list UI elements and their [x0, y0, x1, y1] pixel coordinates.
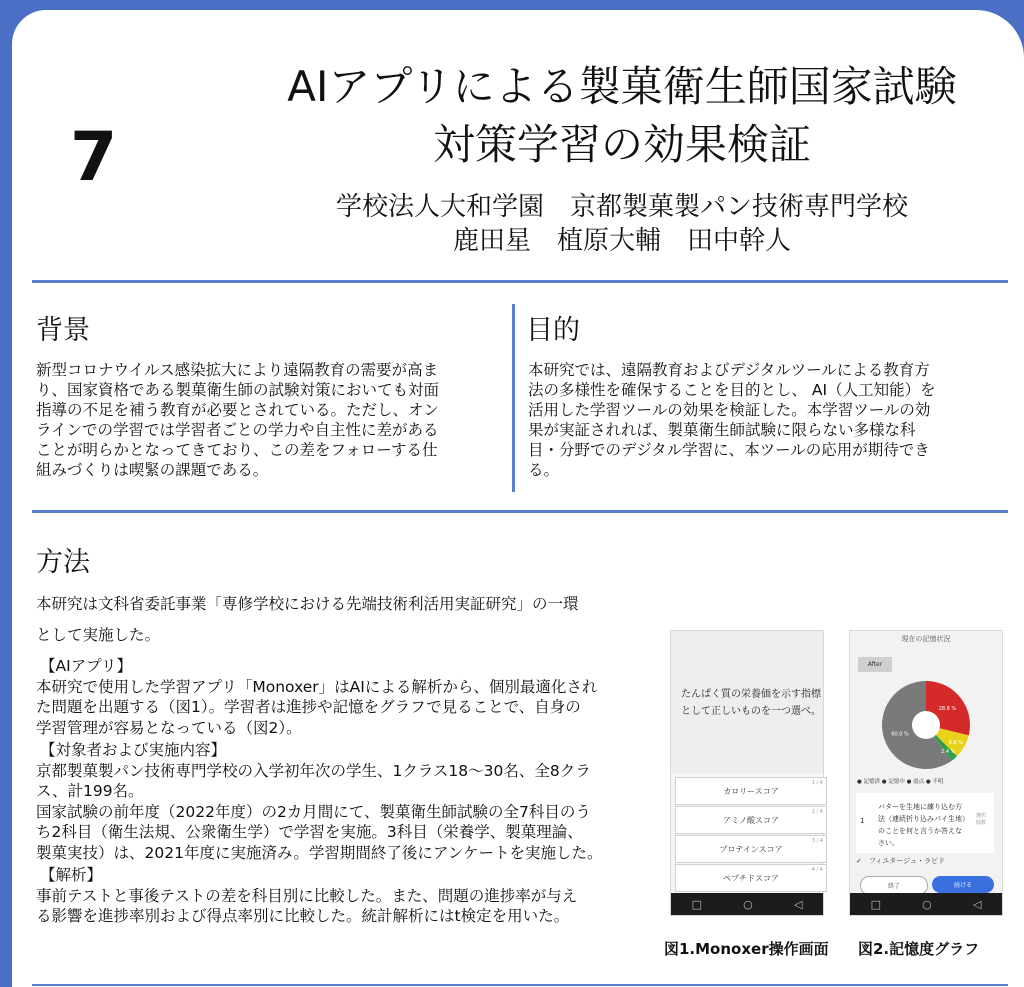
title-line-2: 対策学習の効果検証 — [432, 120, 811, 169]
method-intro-line-2: として実施した。 — [36, 626, 161, 644]
poster-title — [182, 58, 1024, 174]
figure1-screenshot — [670, 630, 824, 916]
answer-option-index: 1 / 4 — [811, 780, 823, 786]
question-meta: 選択肢数 — [976, 813, 987, 826]
answer-option[interactable] — [675, 864, 827, 892]
question-card[interactable] — [856, 793, 994, 853]
target-line: 国家試験の前年度（2022年度）の2カ月間にて、製菓衛生師試験の全7科目のう — [36, 802, 591, 821]
answer-option-label: アミノ酸スコア — [723, 815, 779, 825]
answer-option-label: プロテインスコア — [719, 844, 783, 854]
answer-option[interactable] — [675, 835, 827, 863]
pie-legend: ● 記憶済 ● 記憶中 ● 弱点 ● 不明 — [857, 779, 944, 785]
recent-apps-icon[interactable]: □ — [691, 897, 702, 911]
question-area — [671, 631, 823, 773]
pie-slice-label: 8.8 % — [948, 739, 964, 746]
answer-option[interactable] — [675, 806, 827, 834]
target-heading: 【対象者および実施内容】 — [40, 741, 227, 759]
method-intro-line-1: 本研究は文科省委託事業「専修学校における先端技術利活用実証研究」の一環 — [36, 595, 579, 613]
background-line: ラインでの学習では学習者ごとの学力や自主性に差がある — [36, 421, 439, 439]
background-line: 新型コロナウイルス感染拡大により遠隔教育の需要が高ま — [36, 361, 439, 379]
target-line: ス、計199名。 — [36, 782, 144, 800]
target-line: 京都製菓製パン技術専門学校の入学初年次の学生、1クラス18〜30名、全8クラ — [36, 761, 591, 780]
end-button[interactable]: 終了 — [860, 876, 928, 895]
memory-pie-chart — [850, 675, 1002, 775]
analysis-line: る影響を進捗率別および得点率別に比較した。統計解析にはt検定を用いた。 — [36, 907, 570, 925]
purpose-line: 目・分野でのデジタル学習に、本ツールの応用が期待でき — [528, 441, 930, 459]
background-line: 指導の不足を補う教育が必要とされている。ただし、オン — [36, 401, 440, 419]
answer-option-label: カロリースコア — [723, 786, 779, 796]
answer-option-index: 2 / 4 — [811, 809, 823, 815]
divider-vertical — [512, 304, 515, 492]
memory-status-title: 現在の記憶状況 — [901, 635, 951, 643]
answer-option-index: 4 / 4 — [811, 867, 823, 873]
home-icon[interactable]: ○ — [922, 897, 932, 911]
question-number: 1 — [860, 817, 865, 825]
answer-text: ✓ フィユタージュ・ラピド — [856, 857, 946, 865]
question-text — [681, 686, 821, 720]
pie-slice-label: 28.8 % — [938, 706, 957, 713]
figure2-caption: 図2.記憶度グラフ — [858, 940, 980, 958]
background-line: り、国家資格である製菓衛生師の試験対策においても対面 — [36, 381, 440, 399]
purpose-line: 法の多様性を確保することを目的とし、 AI（人工知能）を — [528, 381, 936, 399]
divider-top — [32, 280, 1008, 283]
background-heading: 背景 — [36, 315, 90, 346]
purpose-heading: 目的 — [526, 315, 580, 346]
poster-number: 7 — [70, 118, 118, 197]
pie-slice-label: 60.0 % — [891, 731, 909, 738]
divider-bottom — [32, 984, 1008, 986]
app-line: 本研究で使用した学習アプリ「Monoxer」はAIによる解析から、個別最適化され — [36, 677, 598, 696]
target-line: 製菓実技）は、2021年度に実施済み。学習期間終了後にアンケートを実施した。 — [36, 843, 603, 862]
answer-option-label: ペプチドスコア — [723, 873, 779, 883]
recent-apps-icon[interactable]: □ — [870, 897, 881, 911]
answer-option-index: 3 / 4 — [811, 838, 823, 844]
answer-option[interactable] — [675, 777, 827, 805]
background-line: 組みづくりは喫緊の課題である。 — [36, 461, 269, 479]
pie-slice-label: 2.4 % — [941, 749, 956, 756]
continue-button[interactable]: 続ける — [932, 876, 994, 893]
background-line: ことが明らかとなってきており、この差をフォローする仕 — [36, 441, 438, 459]
android-nav-bar — [850, 893, 1002, 915]
purpose-line: 活用した学習ツールの効果を検証した。本学習ツールの効 — [528, 401, 931, 419]
home-icon[interactable]: ○ — [743, 897, 753, 911]
android-nav-bar — [671, 893, 823, 915]
purpose-line: る。 — [528, 461, 560, 479]
affiliation: 学校法人大和学園 京都製菓製パン技術専門学校 — [335, 192, 908, 222]
back-icon[interactable]: ◁ — [972, 897, 982, 911]
affiliation-block — [262, 190, 982, 258]
question-line: たんぱく質の栄養価を示す指標 — [681, 689, 821, 700]
analysis-line: 事前テストと事後テストの差を科目別に比較した。また、問題の進捗率が与え — [36, 886, 578, 905]
background-text — [36, 360, 506, 480]
back-icon[interactable]: ◁ — [793, 897, 803, 911]
purpose-text — [528, 360, 998, 480]
app-line: 学習管理が容易となっている（図2）。 — [36, 718, 302, 737]
method-body — [36, 656, 676, 927]
title-line-1: AIアプリによる製菓衛生師国家試験 — [287, 62, 957, 111]
question-text: バターを生地に練り込む方法（連続折り込みパイ生地）のことを何と言うか答えなさい。 — [878, 803, 966, 847]
poster — [12, 10, 1024, 987]
authors: 鹿田星 植原大輔 田中幹人 — [452, 226, 791, 256]
purpose-line: 本研究では、遠隔教育およびデジタルツールによる教育方 — [528, 361, 930, 379]
app-heading: 【AIアプリ】 — [40, 657, 133, 675]
pie-hole — [912, 711, 940, 739]
analysis-heading: 【解析】 — [40, 866, 103, 884]
app-line: た問題を出題する（図1）。学習者は進捗や記憶をグラフで見ることで、自身の — [36, 698, 581, 716]
method-heading: 方法 — [36, 547, 90, 578]
question-line: として正しいものを一つ選べ。 — [681, 706, 821, 717]
figure1-caption: 図1.Monoxer操作画面 — [664, 940, 829, 958]
purpose-line: 果が実証されれば、製菓衛生師試験に限らない多様な科 — [528, 421, 916, 439]
figure2-screenshot — [849, 630, 1003, 916]
after-tab[interactable]: After — [858, 657, 892, 672]
divider-middle — [32, 510, 1008, 513]
target-line: ち2科目（衛生法規、公衆衛生学）で学習を実施。3科目（栄養学、製菓理論、 — [36, 823, 583, 841]
